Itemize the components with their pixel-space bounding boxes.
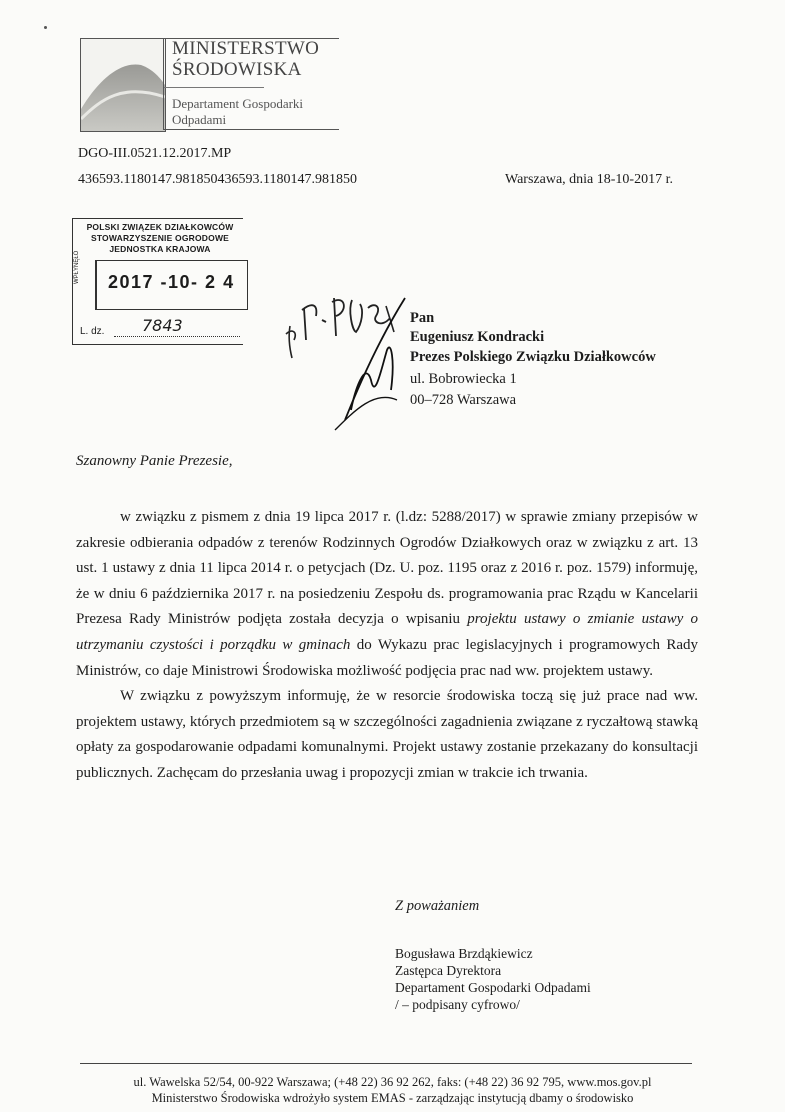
place-and-date: Warszawa, dnia 18-10-2017 r. xyxy=(505,172,673,187)
handwritten-signature-icon xyxy=(325,290,415,445)
stamp-ldz-label: L. dz. xyxy=(80,326,105,337)
ministry-name-line2: ŚRODOWISKA xyxy=(172,59,302,80)
reference-number: DGO-III.0521.12.2017.MP xyxy=(78,146,232,161)
stamp-header-line1: POLSKI ZWIĄZEK DZIAŁKOWCÓW xyxy=(86,222,234,232)
stamp-side-label: WPŁYNĘŁO xyxy=(74,250,80,284)
body-p1-part1: w związku z pismem z dnia 19 lipca 2017 r. (l.dz: 5288/2017) w sprawie zmiany przepisów w zakresie odbierania odpadów z terenów Rodzinnych Ogrodów Działkowych oraz w związku z art. 13 ust. 1 ustawy z dnia 11 lipca 2014 r. o petycjach (Dz. U. poz. 1195 oraz z 2016 r. poz. 1579) informuję, że w dniu 6 października 2017 r. na posiedzeniu Zespołu ds. programowania prac Rządu w Kancelarii Prezesa Rady Ministrów podjęta została decyzja o wpisaniu xyxy=(76,509,698,628)
recipient-honorific: Pan xyxy=(410,310,435,326)
signer-digital-note: / – podpisany cyfrowo/ xyxy=(395,997,520,1012)
department-name-line2: Odpadami xyxy=(172,112,227,127)
stamp-received-date: 2017 -10- 2 4 xyxy=(108,272,235,292)
salutation: Szanowny Panie Prezesie, xyxy=(76,453,233,469)
recipient-name: Eugeniusz Kondracki xyxy=(410,329,545,345)
stamp-header-line2: STOWARZYSZENIE OGRODOWE xyxy=(90,233,230,243)
logo-separator xyxy=(164,87,264,88)
signer-name: Bogusława Brzdąkiewicz xyxy=(395,946,533,961)
ministry-name-line1: MINISTERSTWO xyxy=(172,38,320,59)
stamp-ldz-dotted-line xyxy=(114,336,240,337)
recipient-street: ul. Bobrowiecka 1 xyxy=(410,371,517,387)
footer-address: ul. Wawelska 52/54, 00-922 Warszawa; (+48 22) 36 92 262, faks: (+48 22) 36 92 795, www.mos.gov.pl xyxy=(133,1075,652,1089)
recipient-city: 00–728 Warszawa xyxy=(410,392,517,408)
signer-department: Departament Gospodarki Odpadami xyxy=(395,980,591,995)
ministry-logo-icon xyxy=(80,38,166,132)
body-p1-part2: do Wykazu prac legislacyjnych i programowych Rady Ministrów, co daje Ministrowi Środowiska możliwość podjęcia prac nad ww. projektem ustawy. xyxy=(76,636,699,679)
body-paragraph-2: W związku z powyższym informuję, że w resorcie środowiska toczą się już prace nad ww. projektem ustawy, których przedmiotem są w szczególności zagadnienia związane z ryczałtową stawką opłaty za gospodarowanie odpadami komunalnymi. Projekt ustawy zostanie przekazany do konsultacji publicznych. Zachęcam do przesłania uwag i propozycji zmian w trakcie ich trwania. xyxy=(76,688,698,781)
closing-phrase: Z poważaniem xyxy=(395,898,480,914)
footer-emas-note: Ministerstwo Środowiska wdrożyło system EMAS - zarządzając instytucją dbamy o środowisko xyxy=(151,1091,634,1105)
body-paragraph-1 xyxy=(76,505,698,684)
reference-id: 436593.1180147.981850436593.1180147.981850 xyxy=(78,172,357,187)
footer-rule xyxy=(80,1063,692,1064)
scan-speck xyxy=(44,26,47,29)
body-p1-bill-title: projektu ustawy o zmianie ustawy o utrzymaniu czystości i porządku w gminach xyxy=(76,611,698,653)
recipient-title: Prezes Polskiego Związku Działkowców xyxy=(410,349,656,365)
stamp-ldz-number: 7843 xyxy=(142,316,183,335)
letter-body xyxy=(76,505,698,787)
logo-bottom-rule xyxy=(164,129,339,130)
department-name-line1: Departament Gospodarki xyxy=(172,96,304,111)
signer-title: Zastępca Dyrektora xyxy=(395,963,502,978)
stamp-header-line3: JEDNOSTKA KRAJOWA xyxy=(109,244,211,254)
